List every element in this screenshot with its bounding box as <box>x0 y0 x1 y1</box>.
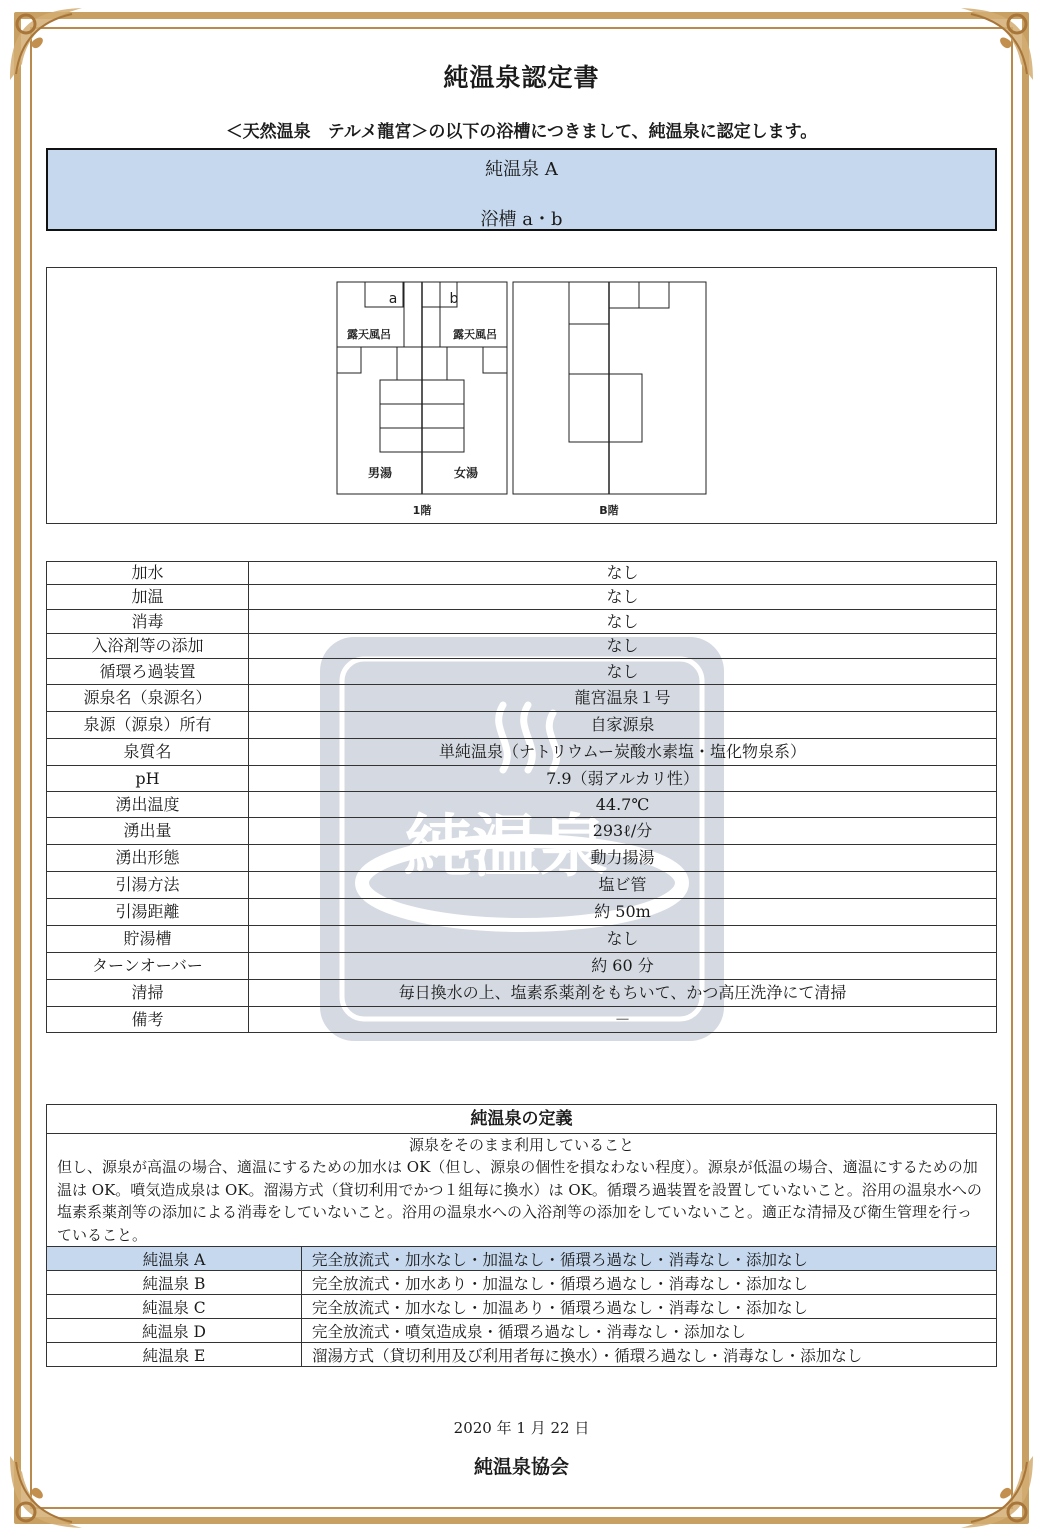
spec-label: 加温 <box>47 585 249 610</box>
spec-row <box>47 899 997 926</box>
grade-description: 完全放流式・加水なし・加温なし・循環ろ過なし・消毒なし・添加なし <box>302 1247 997 1271</box>
certified-grade: 純温泉 A <box>485 159 558 180</box>
spec-label: 清掃 <box>47 980 249 1007</box>
spec-row <box>47 634 997 659</box>
floor1-label: 1階 <box>412 504 432 517</box>
grade-name: 純温泉 C <box>47 1295 302 1319</box>
spec-row <box>47 980 997 1007</box>
spec-value: 293ℓ/分 <box>249 818 997 845</box>
certified-bath-box <box>46 148 997 231</box>
spec-label: 源泉名（泉源名） <box>47 685 249 712</box>
spec-value: 動力揚湯 <box>249 845 997 872</box>
definition-subheading: 源泉をそのまま利用していること <box>408 1136 634 1154</box>
spec-value: なし <box>249 926 997 953</box>
floorB-label: B階 <box>599 504 619 517</box>
spec-row <box>47 766 997 792</box>
issuer-name: 純温泉協会 <box>473 1456 569 1478</box>
spec-value: 44.7℃ <box>249 792 997 818</box>
tub-b-label: b <box>449 291 459 307</box>
spec-label: ターンオーバー <box>47 953 249 980</box>
spec-value: 約 50m <box>249 899 997 926</box>
spec-label: 泉質名 <box>47 739 249 766</box>
spec-label: pH <box>47 766 249 792</box>
grade-row <box>47 1271 996 1295</box>
spec-value: 7.9（弱アルカリ性） <box>249 766 997 792</box>
certified-tubs: 浴槽 a・b <box>480 209 563 230</box>
spec-row <box>47 562 997 585</box>
grade-name: 純温泉 A <box>47 1247 302 1271</box>
spec-label: 湧出温度 <box>47 792 249 818</box>
spec-row <box>47 792 997 818</box>
certification-statement: ＜天然温泉 テルメ龍宮＞の以下の浴槽につきまして、純温泉に認定します。 <box>225 122 818 142</box>
spec-value: 自家源泉 <box>249 712 997 739</box>
spec-value: 約 60 分 <box>249 953 997 980</box>
spec-label: 湧出形態 <box>47 845 249 872</box>
grade-description: 完全放流式・噴気造成泉・循環ろ過なし・消毒なし・添加なし <box>302 1319 997 1343</box>
spec-value: 龍宮温泉１号 <box>249 685 997 712</box>
spec-label: 加水 <box>47 562 249 585</box>
spec-label: 貯湯槽 <box>47 926 249 953</box>
spec-value: なし <box>249 659 997 685</box>
spec-row <box>47 1007 997 1033</box>
grade-row <box>47 1343 996 1367</box>
spec-row <box>47 845 997 872</box>
grade-description: 溜湯方式（貸切利用及び利用者毎に換水）・循環ろ過なし・消毒なし・添加なし <box>302 1343 997 1367</box>
spec-row <box>47 712 997 739</box>
issue-date: 2020 年 1 月 22 日 <box>453 1419 590 1437</box>
spec-value: 塩ビ管 <box>249 872 997 899</box>
floor-plan <box>46 267 997 524</box>
spec-label: 循環ろ過装置 <box>47 659 249 685</box>
grade-description: 完全放流式・加水なし・加温あり・循環ろ過なし・消毒なし・添加なし <box>302 1295 997 1319</box>
tub-a-label: a <box>388 291 398 307</box>
grade-row <box>47 1319 996 1343</box>
spec-row <box>47 685 997 712</box>
outdoor-bath-left-label: 露天風呂 <box>347 328 391 341</box>
grade-name: 純温泉 E <box>47 1343 302 1367</box>
spec-row <box>47 739 997 766</box>
page-title: 純温泉認定書 <box>443 63 600 92</box>
spec-label: 引湯方法 <box>47 872 249 899</box>
grade-table <box>47 1246 996 1366</box>
spec-label: 引湯距離 <box>47 899 249 926</box>
spec-row <box>47 872 997 899</box>
grade-row <box>47 1247 996 1271</box>
spec-row <box>47 818 997 845</box>
spec-table <box>46 561 997 1033</box>
spec-row <box>47 610 997 634</box>
grade-description: 完全放流式・加水あり・加温なし・循環ろ過なし・消毒なし・添加なし <box>302 1271 997 1295</box>
mens-bath-label: 男湯 <box>367 466 393 480</box>
watermark-text: 純温泉 <box>403 807 609 887</box>
spec-value: なし <box>249 610 997 634</box>
grade-row <box>47 1295 996 1319</box>
spec-value: なし <box>249 562 997 585</box>
spec-label: 湧出量 <box>47 818 249 845</box>
spec-value: 単純温泉（ナトリウムー炭酸水素塩・塩化物泉系） <box>249 739 997 766</box>
grade-name: 純温泉 D <box>47 1319 302 1343</box>
floor-plan-diagram <box>47 268 998 525</box>
spec-row <box>47 953 997 980</box>
outdoor-bath-right-label: 露天風呂 <box>453 328 497 341</box>
definition-box <box>46 1104 997 1367</box>
spec-row <box>47 926 997 953</box>
womens-bath-label: 女湯 <box>453 466 479 480</box>
spec-row <box>47 659 997 685</box>
spec-value: － <box>249 1007 997 1033</box>
definition-heading: 純温泉の定義 <box>47 1105 996 1134</box>
spec-label: 泉源（源泉）所有 <box>47 712 249 739</box>
spec-label: 入浴剤等の添加 <box>47 634 249 659</box>
spec-value: なし <box>249 585 997 610</box>
spec-value: 毎日換水の上、塩素系薬剤をもちいて、かつ高圧洗浄にて清掃 <box>249 980 997 1007</box>
definition-body: 但し、源泉が高温の場合、適温にするための加水は OK（但し、源泉の個性を損なわない程度）。源泉が低温の場合、適温にするための加温は OK。噴気造成泉は OK。溜湯方式（貸切利用でかつ１組毎に換水）は OK。循環ろ過装置を設置していないこと。浴用の温泉水への塩素系薬剤等の添加による消毒をしていないこと。浴用の温泉水への入浴剤等の添加をしていないこと。適正な清掃及び衛生管理を行っていること。 <box>57 1158 982 1244</box>
spec-label: 消毒 <box>47 610 249 634</box>
grade-name: 純温泉 B <box>47 1271 302 1295</box>
spec-label: 備考 <box>47 1007 249 1033</box>
spec-value: なし <box>249 634 997 659</box>
spec-row <box>47 585 997 610</box>
